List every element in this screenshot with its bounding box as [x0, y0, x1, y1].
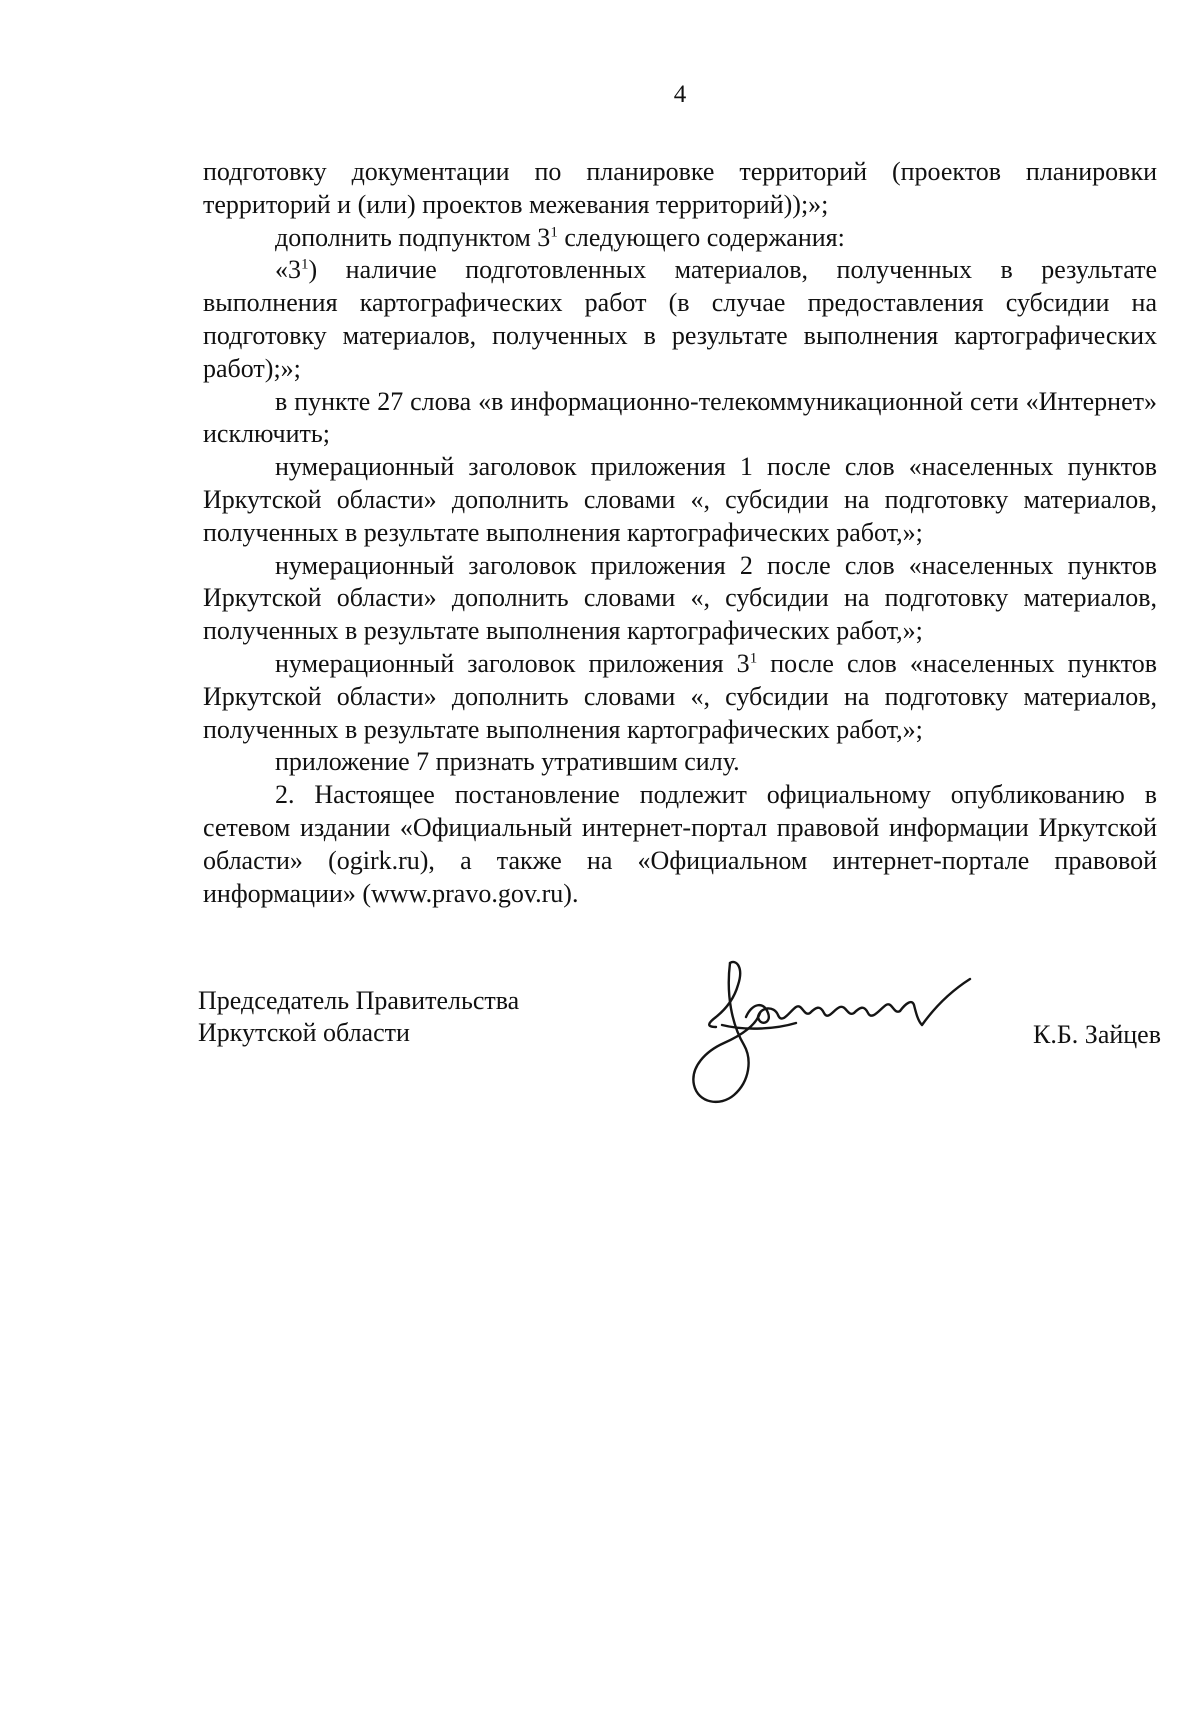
paragraph-6: нумерационный заголовок приложения 2 после слов «населенных пунктов Иркутской области» дополнить словами «, субсидии на подготовку материалов, полученных в результате выполнения картографических работ,»;: [203, 550, 1157, 646]
superscript-index: 1: [301, 256, 309, 273]
page-number: 4: [673, 81, 687, 108]
handwritten-signature: [686, 955, 976, 1115]
paragraph-3: [203, 254, 1157, 385]
paragraph-4: в пункте 27 слова «в информационно-телекоммуникационной сети «Интернет» исключить;: [203, 386, 1157, 449]
paragraph-7: [203, 648, 1157, 746]
signer-position: [198, 985, 519, 1049]
paragraph-2: [203, 222, 1157, 255]
paragraph-7-text-after: после слов «населенных пунктов Иркутской области» дополнить словами «, субсидии на подготовку материалов, полученных в результате выполнения картографических работ,»;: [203, 648, 1158, 744]
paragraph-2-text-before: дополнить подпунктом 3: [275, 222, 551, 252]
signer-position-line-1: Председатель Правительства: [198, 986, 520, 1015]
paragraph-7-text-before: нумерационный заголовок приложения 3: [275, 648, 750, 678]
superscript-index: 1: [749, 650, 758, 667]
paragraph-1: подготовку документации по планировке территорий (проектов планировки территорий и (или) проектов межевания территорий));»;: [203, 157, 1157, 219]
document-body: [203, 156, 1157, 910]
paragraph-9: 2. Настоящее постановление подлежит официальному опубликованию в сетевом издании «Официальный интернет-портал правовой информации Иркутской области» (ogirk.ru), а также на «Официальном интернет-портале правовой информации» (www.pravo.gov.ru).: [203, 780, 1157, 908]
paragraph-3-text-after: ) наличие подготовленных материалов, полученных в результате выполнения картографических работ (в случае предоставления субсидии на подготовку материалов, полученных в результате выполнения картографических работ);»;: [203, 255, 1157, 383]
paragraph-2-text-after: следующего содержания:: [557, 222, 845, 252]
paragraph-8: приложение 7 признать утратившим силу.: [275, 747, 740, 777]
signer-position-line-2: Иркутской области: [198, 1018, 410, 1047]
superscript-index: 1: [550, 223, 558, 240]
signature-block: [198, 985, 1161, 1125]
signer-name: К.Б. Зайцев: [1033, 1020, 1161, 1049]
paragraph-5: нумерационный заголовок приложения 1 после слов «населенных пунктов Иркутской области» дополнить словами «, субсидии на подготовку материалов, полученных в результате выполнения картографических работ,»;: [203, 452, 1157, 547]
paragraph-3-text-before: «3: [275, 255, 301, 285]
